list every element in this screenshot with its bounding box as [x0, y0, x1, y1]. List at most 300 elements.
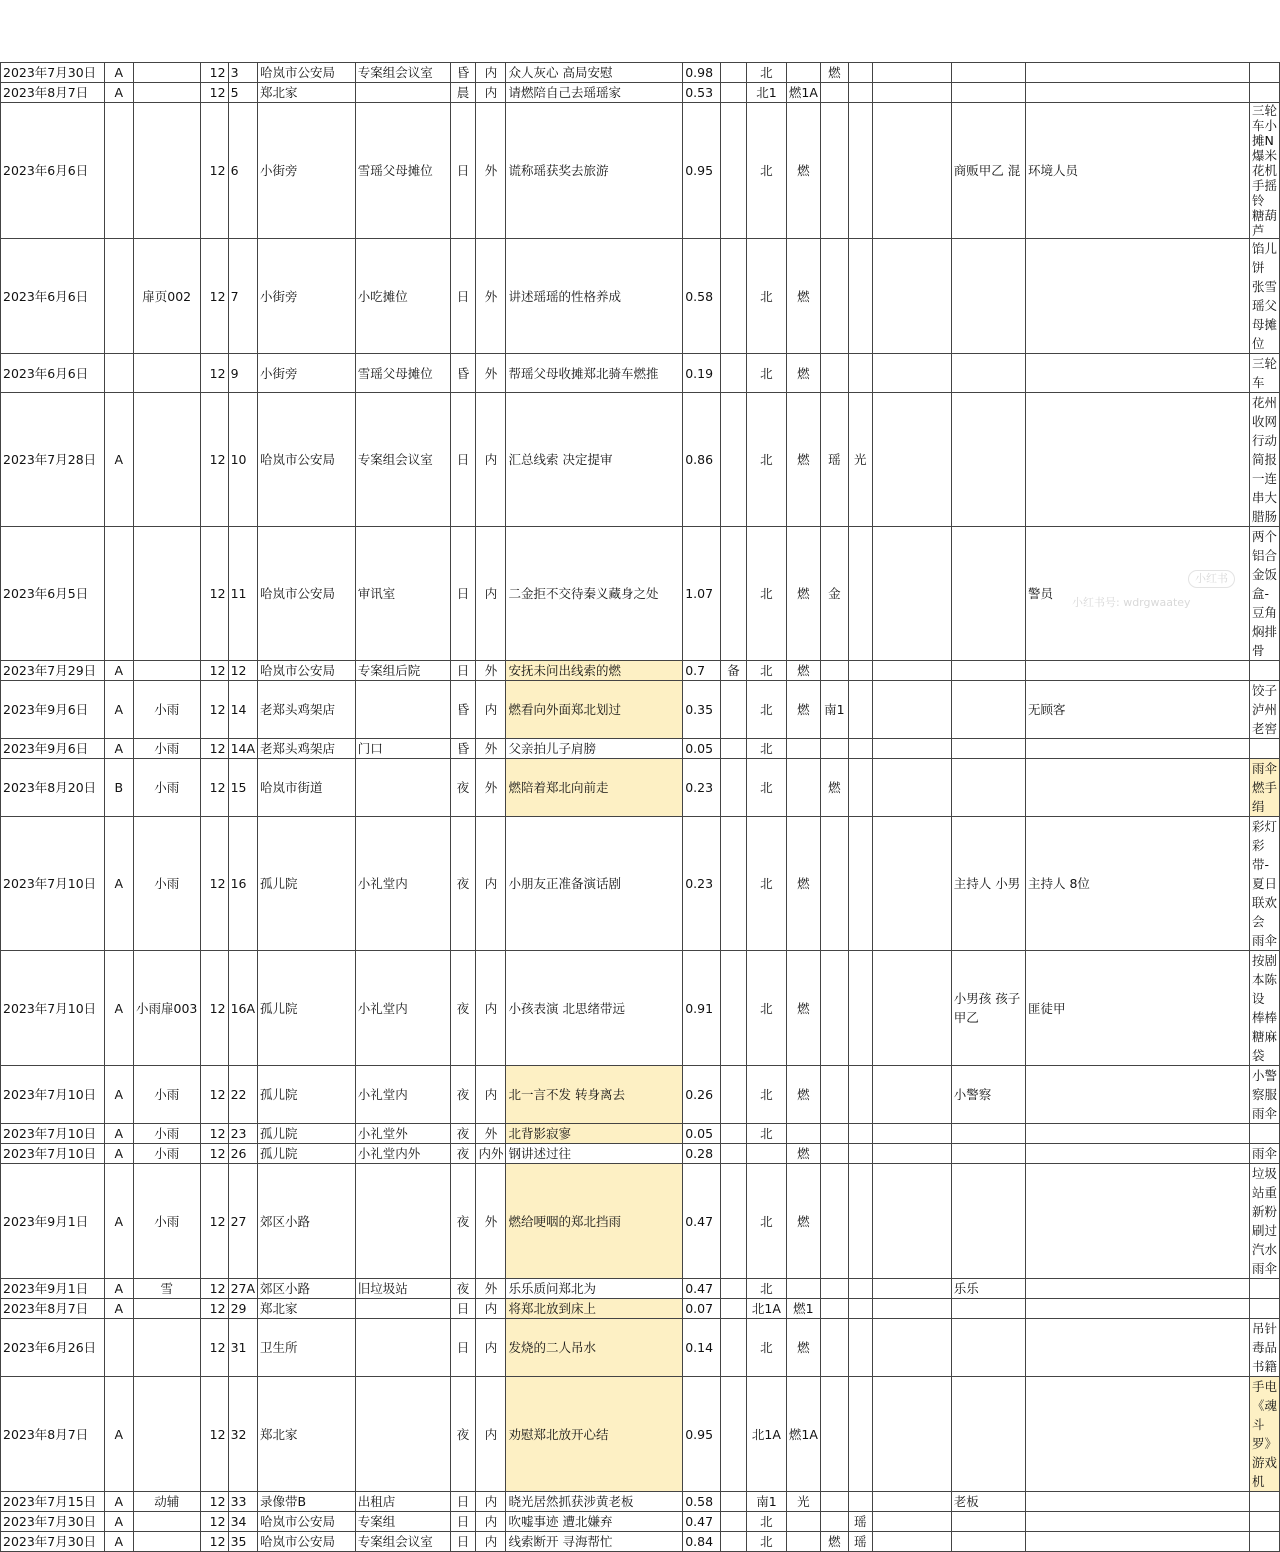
cell-date: 2023年7月29日 [1, 661, 105, 681]
cell-extra2 [1025, 1144, 1249, 1164]
cell-ep: 12 [200, 393, 228, 527]
cell-group: A [104, 817, 133, 951]
cell-io: 内 [476, 951, 506, 1066]
cell-sublocation: 出租店 [355, 1492, 450, 1512]
cell-summary: 请燃陪自己去瑶瑶家 [506, 83, 683, 103]
cell-summary: 乐乐质问郑北为 [506, 1279, 683, 1299]
cell-props [1250, 1532, 1280, 1552]
cell-summary: 钢讲述过往 [506, 1144, 683, 1164]
cell-scene: 16 [228, 817, 257, 951]
cell-char2 [820, 1492, 848, 1512]
cell-blank: 雪 [133, 1279, 200, 1299]
cell-extra2: 匪徒甲 [1025, 951, 1249, 1066]
cell-ep: 12 [200, 951, 228, 1066]
cell-extras: 主持人 小男 [951, 817, 1025, 951]
cell-char2: 燃 [820, 1532, 848, 1552]
cell-sublocation [355, 681, 450, 739]
cell-extras [951, 527, 1025, 661]
cell-char2: 瑶 [820, 393, 848, 527]
cell-extras [951, 1299, 1025, 1319]
cell-time: 日 [450, 239, 476, 354]
cell-ep: 12 [200, 681, 228, 739]
cell-summary: 安抚未问出线索的燃 [506, 661, 683, 681]
cell-pages: 0.05 [683, 739, 721, 759]
cell-ep: 12 [200, 1124, 228, 1144]
cell-char2: 南1 [820, 681, 848, 739]
cell-blank: 小雨 [133, 1124, 200, 1144]
cell-location: 哈岚市公安局 [258, 661, 356, 681]
cell-io: 外 [476, 661, 506, 681]
cell-date: 2023年7月10日 [1, 1124, 105, 1144]
cell-group: A [104, 951, 133, 1066]
cell-date: 2023年9月1日 [1, 1164, 105, 1279]
cell-sublocation: 小礼堂外 [355, 1124, 450, 1144]
cell-ep: 12 [200, 1144, 228, 1164]
cell-position: 北1A [746, 1299, 786, 1319]
cell-group: A [104, 83, 133, 103]
cell-char1: 燃 [786, 951, 820, 1066]
cell-char2: 燃 [820, 63, 848, 83]
cell-date: 2023年7月10日 [1, 817, 105, 951]
cell-scene: 5 [228, 83, 257, 103]
table-row [1, 1319, 1280, 1377]
cell-props [1250, 1492, 1280, 1512]
cell-time: 夜 [450, 951, 476, 1066]
cell-position: 北1A [746, 1377, 786, 1492]
cell-io: 内外 [476, 1144, 506, 1164]
cell-sublocation: 小礼堂内 [355, 951, 450, 1066]
cell-io: 内 [476, 1532, 506, 1552]
cell-char2 [820, 817, 848, 951]
cell-scene: 27 [228, 1164, 257, 1279]
cell-summary: 谎称瑶获奖去旅游 [506, 103, 683, 239]
cell-char1: 燃 [786, 527, 820, 661]
cell-sublocation: 门口 [355, 739, 450, 759]
cell-location: 小街旁 [258, 239, 356, 354]
cell-note [721, 1144, 747, 1164]
cell-summary: 二金拒不交待秦义藏身之处 [506, 527, 683, 661]
cell-pages: 0.23 [683, 759, 721, 817]
cell-summary: 吹嘘事迹 遭北嫌弃 [506, 1512, 683, 1532]
cell-char3 [848, 1066, 872, 1124]
cell-props: 按剧本陈设 棒棒糖麻袋 [1250, 951, 1280, 1066]
cell-props [1250, 1124, 1280, 1144]
cell-char1: 燃 [786, 1066, 820, 1124]
cell-char4 [872, 1279, 951, 1299]
cell-props [1250, 1299, 1280, 1319]
cell-location: 卫生所 [258, 1319, 356, 1377]
cell-io: 内 [476, 1319, 506, 1377]
cell-char4 [872, 63, 951, 83]
cell-char2 [820, 1299, 848, 1319]
cell-char4 [872, 1299, 951, 1319]
table-row [1, 393, 1280, 527]
cell-char1: 燃1 [786, 1299, 820, 1319]
cell-time: 日 [450, 1532, 476, 1552]
cell-char3 [848, 1319, 872, 1377]
cell-note [721, 739, 747, 759]
cell-props: 雨伞 [1250, 1144, 1280, 1164]
cell-note [721, 63, 747, 83]
cell-position: 北 [746, 1512, 786, 1532]
cell-char2 [820, 1512, 848, 1532]
cell-char4 [872, 739, 951, 759]
cell-time: 日 [450, 661, 476, 681]
cell-group [104, 527, 133, 661]
cell-note [721, 1377, 747, 1492]
cell-char1: 燃 [786, 681, 820, 739]
cell-time: 夜 [450, 759, 476, 817]
table-row [1, 681, 1280, 739]
cell-note [721, 1279, 747, 1299]
table-row [1, 817, 1280, 951]
table-row [1, 1492, 1280, 1512]
cell-date: 2023年7月10日 [1, 1144, 105, 1164]
cell-pages: 0.58 [683, 239, 721, 354]
cell-char2 [820, 239, 848, 354]
cell-position: 北 [746, 1279, 786, 1299]
table-row [1, 1532, 1280, 1552]
cell-location: 老郑头鸡架店 [258, 681, 356, 739]
table-row [1, 1066, 1280, 1124]
cell-sublocation: 审讯室 [355, 527, 450, 661]
cell-sublocation: 专案组会议室 [355, 1532, 450, 1552]
cell-char3: 光 [848, 393, 872, 527]
cell-char3 [848, 1124, 872, 1144]
cell-pages: 0.47 [683, 1279, 721, 1299]
cell-sublocation: 专案组会议室 [355, 393, 450, 527]
cell-blank [133, 354, 200, 393]
cell-extra2 [1025, 1319, 1249, 1377]
cell-group: A [104, 1164, 133, 1279]
cell-note [721, 103, 747, 239]
cell-location: 哈岚市公安局 [258, 63, 356, 83]
cell-char4 [872, 661, 951, 681]
cell-ep: 12 [200, 739, 228, 759]
cell-io: 内 [476, 1377, 506, 1492]
cell-time: 夜 [450, 1144, 476, 1164]
cell-ep: 12 [200, 354, 228, 393]
cell-blank [133, 103, 200, 239]
cell-extra2 [1025, 393, 1249, 527]
cell-pages: 1.07 [683, 527, 721, 661]
table-row [1, 103, 1280, 239]
cell-group [104, 354, 133, 393]
cell-date: 2023年6月5日 [1, 527, 105, 661]
cell-date: 2023年7月10日 [1, 951, 105, 1066]
cell-char4 [872, 817, 951, 951]
cell-pages: 0.58 [683, 1492, 721, 1512]
cell-time: 夜 [450, 1279, 476, 1299]
cell-extra2 [1025, 83, 1249, 103]
cell-location: 哈岚市公安局 [258, 393, 356, 527]
cell-char3 [848, 63, 872, 83]
cell-char4 [872, 83, 951, 103]
cell-extras [951, 1512, 1025, 1532]
cell-date: 2023年9月1日 [1, 1279, 105, 1299]
cell-extra2 [1025, 759, 1249, 817]
cell-note [721, 1492, 747, 1512]
cell-extras: 老板 [951, 1492, 1025, 1512]
cell-location: 哈岚市公安局 [258, 1532, 356, 1552]
cell-char1: 燃 [786, 817, 820, 951]
cell-char3 [848, 951, 872, 1066]
table-row [1, 239, 1280, 354]
cell-extra2 [1025, 1299, 1249, 1319]
cell-char2: 燃 [820, 759, 848, 817]
cell-char3 [848, 1279, 872, 1299]
cell-note [721, 527, 747, 661]
cell-position: 北 [746, 239, 786, 354]
cell-blank: 小雨 [133, 739, 200, 759]
cell-blank [133, 661, 200, 681]
cell-pages: 0.95 [683, 1377, 721, 1492]
table-row [1, 759, 1280, 817]
cell-props: 两个铝合金饭盒-豆角焖排骨 [1250, 527, 1280, 661]
cell-char2 [820, 1124, 848, 1144]
cell-props: 花州收网行动简报一连串大腊肠 [1250, 393, 1280, 527]
cell-summary: 汇总线索 决定提审 [506, 393, 683, 527]
cell-summary: 燃给哽咽的郑北挡雨 [506, 1164, 683, 1279]
cell-location: 小街旁 [258, 354, 356, 393]
cell-char4 [872, 393, 951, 527]
cell-char4 [872, 1512, 951, 1532]
cell-char1: 光 [786, 1492, 820, 1512]
cell-extras [951, 354, 1025, 393]
cell-char1 [786, 1512, 820, 1532]
cell-char2 [820, 103, 848, 239]
cell-char1: 燃1A [786, 1377, 820, 1492]
table-row [1, 661, 1280, 681]
cell-char2 [820, 951, 848, 1066]
cell-char2 [820, 1377, 848, 1492]
cell-ep: 12 [200, 817, 228, 951]
cell-group: A [104, 1512, 133, 1532]
cell-char3 [848, 239, 872, 354]
cell-char4 [872, 1124, 951, 1144]
cell-char4 [872, 239, 951, 354]
cell-char4 [872, 1144, 951, 1164]
cell-char3 [848, 527, 872, 661]
cell-position: 北 [746, 527, 786, 661]
cell-location: 郑北家 [258, 1299, 356, 1319]
cell-extras [951, 239, 1025, 354]
cell-extra2 [1025, 1279, 1249, 1299]
cell-scene: 33 [228, 1492, 257, 1512]
table-row [1, 1279, 1280, 1299]
cell-date: 2023年9月6日 [1, 739, 105, 759]
cell-sublocation [355, 1319, 450, 1377]
cell-props [1250, 661, 1280, 681]
cell-extra2 [1025, 354, 1249, 393]
cell-pages: 0.91 [683, 951, 721, 1066]
cell-location: 郑北家 [258, 1377, 356, 1492]
cell-scene: 14A [228, 739, 257, 759]
cell-group: A [104, 1066, 133, 1124]
cell-location: 录像带B [258, 1492, 356, 1512]
cell-props: 彩灯彩带-夏日联欢会 雨伞 [1250, 817, 1280, 951]
cell-sublocation: 旧垃圾站 [355, 1279, 450, 1299]
cell-location: 孤儿院 [258, 1066, 356, 1124]
cell-position: 北 [746, 393, 786, 527]
cell-char3 [848, 739, 872, 759]
cell-position: 北1 [746, 83, 786, 103]
cell-date: 2023年8月7日 [1, 1299, 105, 1319]
cell-char2 [820, 354, 848, 393]
cell-blank [133, 1299, 200, 1319]
cell-io: 内 [476, 393, 506, 527]
cell-position: 北 [746, 1319, 786, 1377]
cell-note [721, 817, 747, 951]
cell-char3 [848, 1144, 872, 1164]
table-row [1, 1124, 1280, 1144]
cell-position: 北 [746, 951, 786, 1066]
cell-note [721, 951, 747, 1066]
cell-char4 [872, 1492, 951, 1512]
cell-time: 夜 [450, 1377, 476, 1492]
cell-pages: 0.26 [683, 1066, 721, 1124]
cell-char4 [872, 354, 951, 393]
cell-props [1250, 739, 1280, 759]
cell-scene: 35 [228, 1532, 257, 1552]
cell-extras [951, 1532, 1025, 1552]
cell-extras [951, 83, 1025, 103]
cell-scene: 6 [228, 103, 257, 239]
cell-sublocation: 雪瑶父母摊位 [355, 103, 450, 239]
cell-ep: 12 [200, 1299, 228, 1319]
cell-date: 2023年7月30日 [1, 1512, 105, 1532]
cell-char2 [820, 1279, 848, 1299]
cell-extras [951, 739, 1025, 759]
cell-char1: 燃 [786, 1164, 820, 1279]
cell-group: B [104, 759, 133, 817]
cell-position: 北 [746, 63, 786, 83]
cell-io: 外 [476, 1164, 506, 1279]
cell-scene: 31 [228, 1319, 257, 1377]
cell-extras [951, 1144, 1025, 1164]
cell-blank: 小雨 [133, 817, 200, 951]
cell-char4 [872, 1066, 951, 1124]
cell-props [1250, 63, 1280, 83]
cell-group: A [104, 1279, 133, 1299]
cell-sublocation: 专案组 [355, 1512, 450, 1532]
cell-sublocation: 雪瑶父母摊位 [355, 354, 450, 393]
cell-blank [133, 63, 200, 83]
cell-extra2 [1025, 1532, 1249, 1552]
cell-char4 [872, 1377, 951, 1492]
cell-char3 [848, 1377, 872, 1492]
cell-char1 [786, 1279, 820, 1299]
cell-date: 2023年8月7日 [1, 83, 105, 103]
cell-io: 外 [476, 739, 506, 759]
cell-summary: 晓光居然抓获涉黄老板 [506, 1492, 683, 1512]
cell-char1: 燃 [786, 1144, 820, 1164]
cell-props [1250, 1512, 1280, 1532]
cell-scene: 34 [228, 1512, 257, 1532]
cell-props: 小警察服 雨伞 [1250, 1066, 1280, 1124]
cell-char1 [786, 1532, 820, 1552]
watermark-id: 小红书号: wdrgwaatey [1072, 596, 1191, 609]
cell-pages: 0.95 [683, 103, 721, 239]
cell-blank: 小雨 [133, 1164, 200, 1279]
cell-blank: 小雨 [133, 1066, 200, 1124]
cell-summary: 父亲拍儿子肩膀 [506, 739, 683, 759]
cell-scene: 27A [228, 1279, 257, 1299]
cell-pages: 0.14 [683, 1319, 721, 1377]
cell-sublocation: 小吃摊位 [355, 239, 450, 354]
cell-time: 晨 [450, 83, 476, 103]
cell-sublocation [355, 1164, 450, 1279]
cell-char4 [872, 681, 951, 739]
cell-ep: 12 [200, 1319, 228, 1377]
cell-position: 北 [746, 1164, 786, 1279]
cell-char2: 金 [820, 527, 848, 661]
cell-props: 三轮车 [1250, 354, 1280, 393]
cell-pages: 0.05 [683, 1124, 721, 1144]
cell-extras [951, 1377, 1025, 1492]
cell-io: 外 [476, 1124, 506, 1144]
cell-note [721, 1299, 747, 1319]
cell-group [104, 239, 133, 354]
cell-note [721, 1319, 747, 1377]
table-row [1, 83, 1280, 103]
table-row [1, 1144, 1280, 1164]
cell-note [721, 1066, 747, 1124]
cell-extras: 小男孩 孩子甲乙 [951, 951, 1025, 1066]
cell-time: 日 [450, 527, 476, 661]
cell-position: 北 [746, 739, 786, 759]
cell-extras: 商贩甲乙 混 [951, 103, 1025, 239]
cell-char3 [848, 1164, 872, 1279]
cell-io: 外 [476, 239, 506, 354]
cell-time: 夜 [450, 817, 476, 951]
cell-scene: 26 [228, 1144, 257, 1164]
cell-date: 2023年6月26日 [1, 1319, 105, 1377]
cell-char1: 燃 [786, 661, 820, 681]
cell-time: 夜 [450, 1124, 476, 1144]
cell-char4 [872, 759, 951, 817]
cell-group: A [104, 661, 133, 681]
cell-scene: 3 [228, 63, 257, 83]
cell-pages: 0.07 [683, 1299, 721, 1319]
cell-blank [133, 1377, 200, 1492]
cell-group: A [104, 63, 133, 83]
cell-date: 2023年6月6日 [1, 354, 105, 393]
cell-note [721, 1164, 747, 1279]
cell-pages: 0.53 [683, 83, 721, 103]
cell-group [104, 1319, 133, 1377]
cell-blank [133, 83, 200, 103]
cell-summary: 讲述瑶瑶的性格养成 [506, 239, 683, 354]
cell-extras [951, 759, 1025, 817]
cell-note [721, 1532, 747, 1552]
cell-summary: 劝慰郑北放开心结 [506, 1377, 683, 1492]
cell-date: 2023年6月6日 [1, 239, 105, 354]
cell-char2 [820, 83, 848, 103]
cell-sublocation: 小礼堂内 [355, 817, 450, 951]
cell-io: 内 [476, 681, 506, 739]
cell-scene: 32 [228, 1377, 257, 1492]
cell-time: 昏 [450, 739, 476, 759]
cell-position: 北 [746, 354, 786, 393]
cell-blank [133, 527, 200, 661]
cell-sublocation [355, 759, 450, 817]
cell-blank: 小雨 [133, 1144, 200, 1164]
cell-blank [133, 1532, 200, 1552]
cell-position: 南1 [746, 1492, 786, 1512]
cell-blank [133, 1512, 200, 1532]
cell-location: 孤儿院 [258, 1124, 356, 1144]
